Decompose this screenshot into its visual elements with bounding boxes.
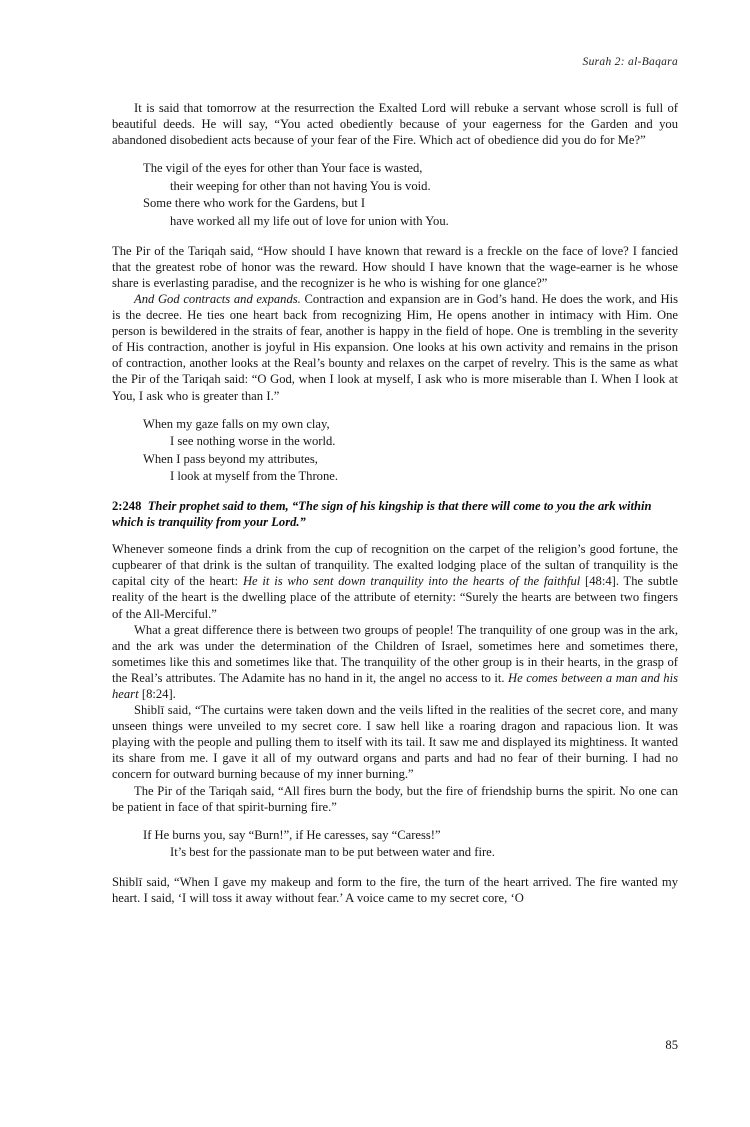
running-head: Surah 2: al-Baqara bbox=[582, 56, 678, 68]
paragraph-2: The Pir of the Tariqah said, “How should I have known that reward is a freckle on the face of love? I fancied that the greatest robe of honor was the reward. How should I have known that the wage-earner is he whose share is everlasting paradise, and the recognizer is he who is wishing for one glance?” bbox=[112, 243, 678, 290]
verse-text: Their prophet said to them, “The sign of his kingship is that there will come to you the ark within which is tranquility from your Lord.” bbox=[112, 498, 652, 530]
quran-quote: He comes between a man and his heart bbox=[112, 670, 678, 701]
paragraph-4-seg1: Whenever someone finds a drink from the cup of recognition on the carpet of the religion’s good fortune, the cupbearer of that drink is the sultan of tranquility. The exalted lodging place of the sultan of tranquility is the capital city of the heart: bbox=[112, 542, 678, 589]
poem-line: The vigil of the eyes for other than Your face is wasted, bbox=[143, 161, 423, 176]
poem-line: their weeping for other than not having You is void. bbox=[170, 178, 431, 193]
poem-line: I look at myself from the Throne. bbox=[170, 469, 338, 484]
paragraph-5-seg2: [8:24]. bbox=[138, 687, 176, 701]
poem-line: I see nothing worse in the world. bbox=[170, 434, 336, 449]
poem-block-3 bbox=[112, 827, 678, 862]
paragraph-3-rest: Contraction and expansion are in God’s hand. He does the work, and His is the decree. He ties one heart back from recognizing Him, He opens another in intimacy with Him. One person is bewildered in the straits of fear, another is happy in the field of hope. One is trembling in the severity of His contraction, another is joyful in His expansion. One looks at his own activity and remains in the prison of contraction, another looks at the Real’s bounty and relaxes on the carpet of revelry. This is the same as what the Pir of the Tariqah said: “O God, when I look at myself, I ask who is more miserable than I. When I look at You, I ask who is greater than I.” bbox=[112, 291, 678, 403]
poem-line: It’s best for the passionate man to be put between water and fire. bbox=[170, 845, 495, 860]
page-number: 85 bbox=[665, 1038, 678, 1052]
verse-heading bbox=[112, 498, 678, 530]
verse-reference: 2:248 bbox=[112, 498, 142, 513]
quran-quote: He it is who sent down tranquility into the hearts of the faithful bbox=[242, 574, 581, 589]
paragraph-8: Shiblī said, “When I gave my makeup and form to the fire, the turn of the heart arrived. The fire wanted my heart. I said, ‘I will toss it away without fear.’ A voice came to my secret core, ‘O bbox=[112, 874, 678, 906]
poem-line: have worked all my life out of love for union with You. bbox=[170, 214, 449, 229]
poem-line: When I pass beyond my attributes, bbox=[143, 451, 318, 466]
poem-line: When my gaze falls on my own clay, bbox=[143, 416, 330, 431]
paragraph-4-seg2: [48:4]. The subtle reality of the heart is the dwelling place of the attribute of eternity: “Surely the hearts are between two fingers of the All-Merciful.” bbox=[112, 574, 678, 621]
page-content bbox=[112, 56, 678, 906]
poem-line: Some there who work for the Gardens, but I bbox=[143, 196, 366, 211]
paragraph-5 bbox=[112, 622, 678, 702]
poem-line: If He burns you, say “Burn!”, if He caresses, say “Caress!” bbox=[143, 827, 441, 842]
paragraph-1: It is said that tomorrow at the resurrection the Exalted Lord will rebuke a servant whose scroll is full of beautiful deeds. He will say, “You acted obediently because of your eagerness for the Garden and you abandoned disobedient acts because of your fear of the Fire. Which act of obedience did you do for Me?” bbox=[112, 101, 678, 148]
paragraph-4 bbox=[112, 541, 678, 621]
quran-quote: And God contracts and expands. bbox=[134, 291, 301, 306]
poem-block-1 bbox=[112, 160, 678, 230]
paragraph-6: Shiblī said, “The curtains were taken down and the veils lifted in the realities of the secret core, and many unseen things were unveiled to my secret core. I saw hell like a roaring dragon and rapacious lion. It was playing with the people and pulling them to itself with its tail. It saw me and displayed its mightiness. It wanted its share from me. I gave it all of my outward organs and parts and had no fear of their burning. I had no concern for outward burning because of my inner burning.” bbox=[112, 703, 678, 782]
paragraph-5-seg1: What a great difference there is between two groups of people! The tranquility of one group was in the ark, and the ark was under the determination of the Children of Israel, sometimes here and sometimes there, sometimes like this and sometimes like that. The tranquility of the other group is in their hearts, in the grasp of the Real’s attributes. The Adamite has no hand in it, the angel no access to it. bbox=[112, 622, 678, 685]
paragraph-7: The Pir of the Tariqah said, “All fires burn the body, but the fire of friendship burns the spirit. No one can be patient in face of that spirit-burning fire.” bbox=[112, 783, 678, 814]
poem-block-2 bbox=[112, 416, 678, 486]
paragraph-3 bbox=[112, 291, 678, 404]
